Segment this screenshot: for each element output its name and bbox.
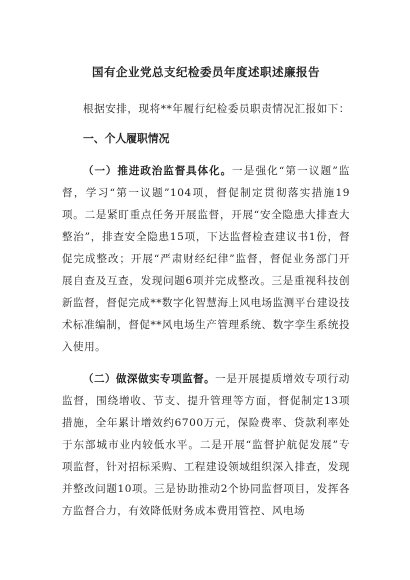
section-heading: 一、个人履职情况 bbox=[83, 132, 170, 145]
intro-paragraph: 根据安排，现将**年履行纪检委员职责情况汇报如下： bbox=[83, 103, 350, 115]
paragraph-special-supervision bbox=[62, 368, 350, 522]
paragraph-political-supervision bbox=[62, 160, 350, 358]
paragraph-body: 一是强化“第一议题”监督，学习“第一议题”104项，督促制定贯彻落实措施19项。二是紧盯重点任务开展监督，开展“安全隐患大排查大整治”，排查安全隐患15项，下达监督检查建议书1份，督促完成整改；开展“严肃财经纪律”监督，督促业务部门开展自查及互查，发现问题6项并完成整改。三是重视科技创新监督，督促完成**数字化智慧海上风电场监测平台建设技术标准编制，督促**风电场生产管理系统、数字孪生系统投入使用。 bbox=[62, 165, 350, 353]
paragraph-body: 一是开展提质增效专项行动监督，围绕增收、节支、提升管理等方面，督促制定13项措施，全年累计增效约6700万元，保险费率、贷款利率处于东部城市业内较低水平。二是开展“监督护航促发展”专项监督，针对招标采购、工程建设领域组织深入排查，发现并整改问题10项。三是协助推动2个协同监督项目，发挥各方监督合力，有效降低财务成本费用管控、风电场 bbox=[62, 373, 350, 517]
document-title: 国有企业党总支纪检委员年度述职述廉报告 bbox=[92, 65, 320, 79]
paragraph-lead: （二）做深做实专项监督。 bbox=[83, 373, 216, 385]
paragraph-lead: （一）推进政治监督具体化。 bbox=[83, 165, 233, 177]
